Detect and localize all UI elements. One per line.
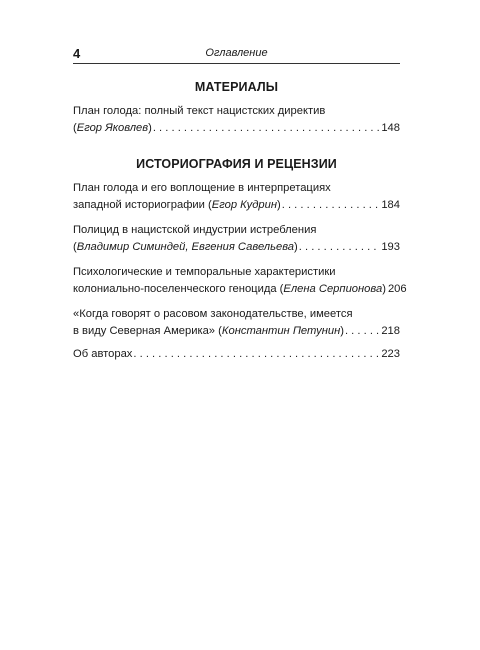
toc-entry	[73, 180, 400, 214]
section-heading-historiography: ИСТОРИОГРАФИЯ И РЕЦЕНЗИИ	[136, 157, 337, 171]
toc-entry-open-paren: (	[73, 122, 77, 134]
toc-entry-title: План голода: полный текст нацистских директив	[73, 105, 326, 117]
dot-leader	[133, 346, 380, 363]
toc-entry-title-cont: западной историографии (	[73, 199, 212, 211]
toc-entry-line	[73, 180, 400, 197]
toc-entry-author: Елена Серпионова	[283, 283, 383, 295]
toc-entry-line	[73, 197, 400, 214]
toc-entry	[73, 103, 400, 137]
toc-entry-line	[73, 120, 400, 137]
toc-entry-title: План голода и его воплощение в интерпретациях	[73, 182, 331, 194]
toc-entry-open-paren: (	[73, 241, 77, 253]
dot-leader	[153, 120, 380, 137]
toc-entry-page: 148	[381, 122, 400, 134]
toc-entry-line	[73, 281, 407, 298]
toc-entry	[73, 264, 407, 298]
toc-entry	[73, 306, 400, 340]
toc-entry-line	[73, 239, 400, 256]
toc-entry-line	[73, 264, 400, 281]
running-title: Оглавление	[205, 47, 268, 59]
toc-entry	[73, 346, 400, 363]
section-heading-materials: МАТЕРИАЛЫ	[194, 80, 279, 94]
toc-entry-title-cont: в виду Северная Америка» (	[73, 325, 222, 337]
dot-leader	[282, 197, 381, 214]
toc-page	[73, 0, 407, 650]
toc-entry-page: 223	[381, 348, 400, 360]
toc-entry-title: Психологические и темпоральные характеристики	[73, 266, 336, 278]
page-header	[73, 46, 400, 62]
toc-entry-page: 206	[387, 283, 407, 295]
toc-entry-title: Об авторах	[73, 348, 133, 360]
toc-entry-line	[73, 103, 400, 120]
toc-entry-line	[73, 346, 400, 363]
toc-entry-close-paren: )	[340, 325, 344, 337]
toc-entry-close-paren: )	[277, 199, 281, 211]
toc-entry-page: 218	[381, 325, 400, 337]
toc-entry-close-paren: )	[148, 122, 152, 134]
toc-entry-line	[73, 306, 400, 323]
toc-entry-page: 184	[381, 199, 400, 211]
toc-entry-author: Владимир Симиндей, Евгения Савельева	[76, 241, 295, 253]
dot-leader	[299, 239, 381, 256]
toc-entry-close-paren: )	[382, 283, 386, 295]
toc-entry-author: Егор Кудрин	[211, 199, 278, 211]
toc-entry-title: Полицид в нацистской индустрии истребления	[73, 224, 317, 236]
toc-entry-author: Егор Яковлев	[76, 122, 149, 134]
dot-leader	[345, 323, 380, 340]
toc-entry-page: 193	[381, 241, 400, 253]
toc-entry-author: Константин Петунин	[221, 325, 341, 337]
toc-entry	[73, 222, 400, 256]
toc-entry-close-paren: )	[294, 241, 298, 253]
toc-entry-title-cont: колониально-поселенческого геноцида (	[73, 283, 284, 295]
toc-entry-title: «Когда говорят о расовом законодательстве, имеется	[73, 308, 353, 320]
page-number: 4	[73, 46, 81, 61]
toc-entry-line	[73, 222, 400, 239]
toc-entry-line	[73, 323, 400, 340]
header-rule	[73, 63, 400, 64]
